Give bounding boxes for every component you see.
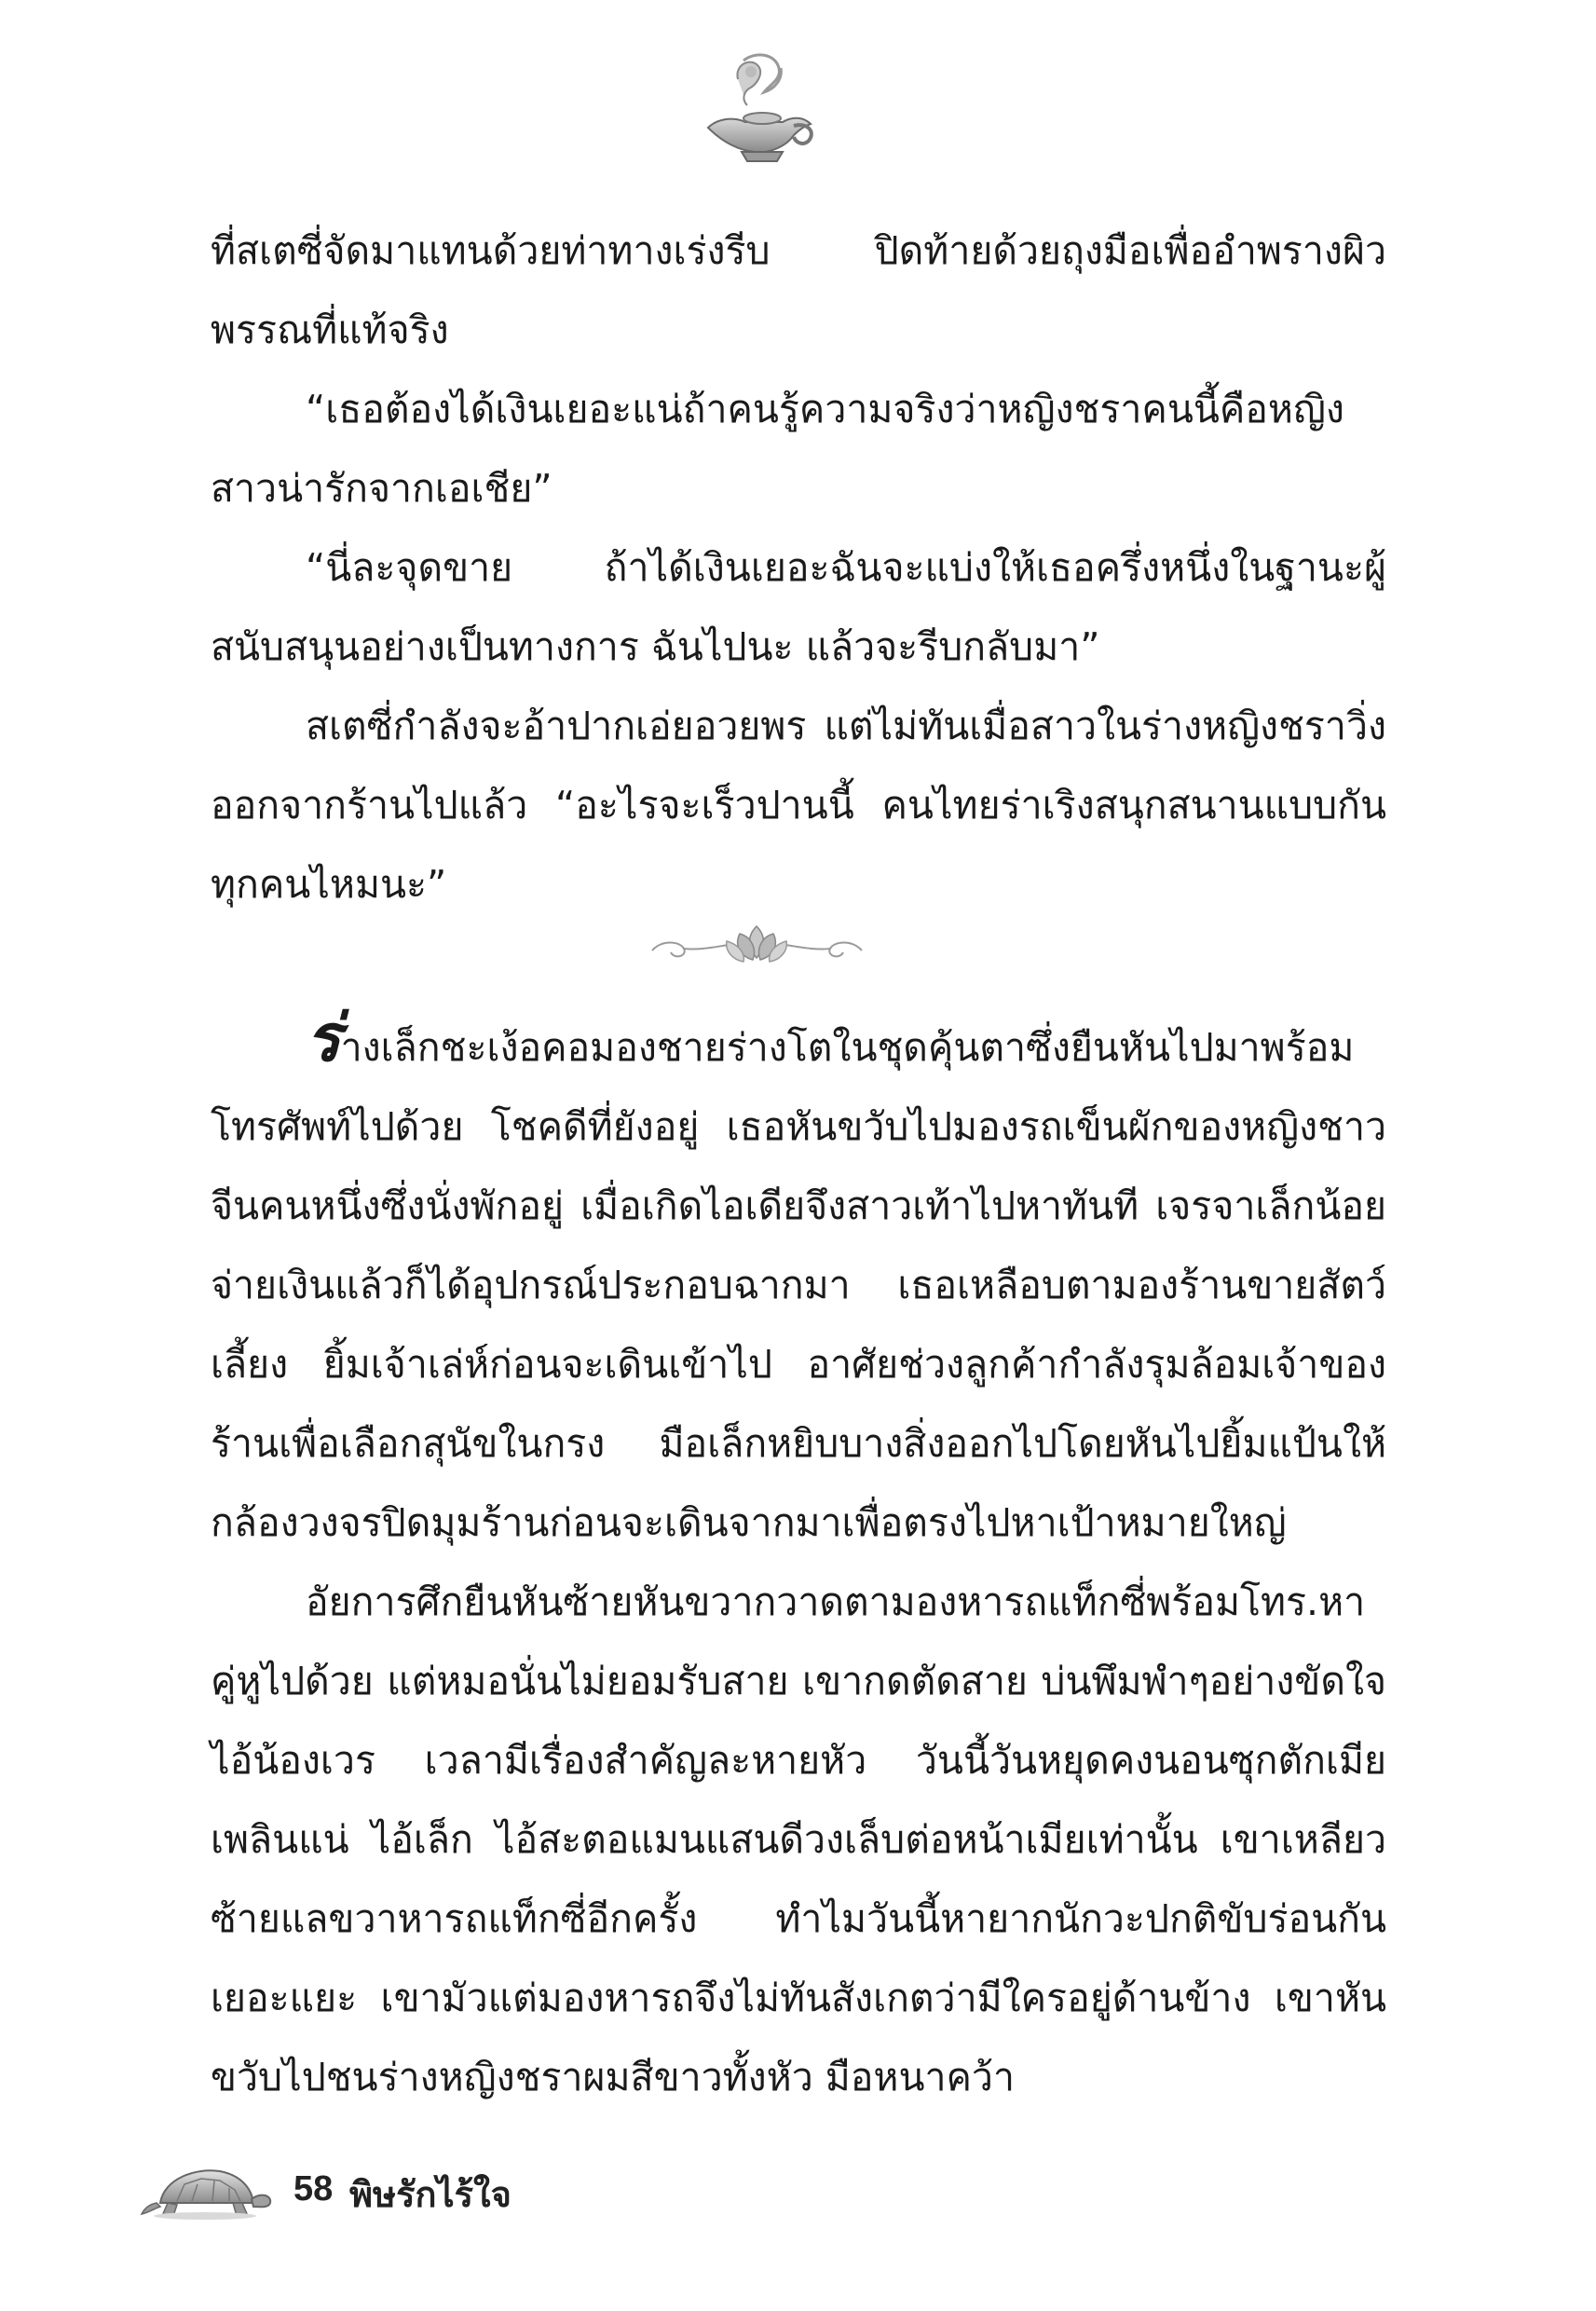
paragraph: “เธอต้องได้เงินเยอะแน่ถ้าคนรู้ความจริงว่าหญิงชราคนนี้คือหญิงสาวน่ารักจากเอเชีย” — [211, 387, 1344, 511]
dropcap: ร่ — [306, 999, 341, 1076]
paragraph-text: างเล็กชะเง้อคอมองชายร่างโตในชุดคุ้นตาซึ่งยืนหันไปมาพร้อมโทรศัพท์ไปด้วย โชคดีที่ยังอยู่ เธอหันขวับไปมองรถเข็นผักของหญิงชาวจีนคนหนึ่งซึ่งนั่งพักอยู่ เมื่อเกิดไอเดียจึงสาวเท้าไปหาทันที เจรจาเล็กน้อยจ่ายเงินแล้วก็ได้อุปกรณ์ประกอบฉากมา เธอเหลือบตามองร้านขายสัตว์เลี้ยง ยิ้มเจ้าเล่ห์ก่อนจะเดินเข้าไป อาศัยช่วงลูกค้ากำลังรุมล้อมเจ้าของร้านเพื่อเลือกสุนัขในกรง มือเล็กหยิบบางสิ่งออกไปโดยหันไปยิ้มแป้นให้กล้องวงจรปิดมุมร้านก่อนจะเดินจากมาเพื่อตรงไปหาเป้าหมายใหญ่ — [211, 1025, 1386, 1545]
paragraph: อัยการศึกยืนหันซ้ายหันขวากวาดตามองหารถแท็กซี่พร้อมโทร.หาคู่หูไปด้วย แต่หมอนั่นไม่ยอมรับสาย เขากดตัดสาย บ่นพึมพำๆอย่างขัดใจ ไอ้น้องเวร เวลามีเรื่องสำคัญละหายหัว วันนี้วันหยุดคงนอนซุกตักเมียเพลินแน่ ไอ้เล็ก ไอ้สะตอแมนแสนดีวงเล็บต่อหน้าเมียเท่านั้น เขาเหลียวซ้ายแลขวาหารถแท็กซี่อีกครั้ง ทำไมวันนี้หายากนักวะปกติขับร่อนกันเยอะแยะ เขามัวแต่มองหารถจึงไม่ทันสังเกตว่ามีใครอยู่ด้านข้าง เขาหันขวับไปชนร่างหญิงชราผมสีขาวทั้งหัว มือหนาคว้า — [211, 1579, 1386, 2099]
paragraph-with-dropcap — [211, 999, 1386, 1563]
section-2-text — [211, 999, 1386, 2117]
paragraph: “นี่ละจุดขาย ถ้าได้เงินเยอะฉันจะแบ่งให้เธอครึ่งหนึ่งในฐานะผู้สนับสนุนอย่างเป็นทางการ ฉันไปนะ แล้วจะรีบกลับมา” — [211, 545, 1386, 669]
section-1-text — [211, 212, 1386, 924]
book-title: พิษรักไร้ใจ — [349, 2174, 512, 2215]
page-footer — [140, 2153, 699, 2236]
paragraph: สเตซี่กำลังจะอ้าปากเอ่ยอวยพร แต่ไม่ทันเมื่อสาวในร่างหญิงชราวิ่งออกจากร้านไปแล้ว “อะไรจะเร็วปานนี้ คนไทยร่าเริงสนุกสนานแบบกันทุกคนไหมนะ” — [211, 704, 1386, 907]
lotus-divider-ornament-icon — [643, 923, 871, 967]
page-number: 58 — [293, 2169, 334, 2208]
turtle-icon — [140, 2160, 275, 2225]
genie-lamp-ornament-icon — [689, 51, 829, 168]
paragraph: ที่สเตซี่จัดมาแทนด้วยท่าทางเร่งรีบ ปิดท้ายด้วยถุงมือเพื่ออำพรางผิวพรรณที่แท้จริง — [211, 228, 1386, 352]
